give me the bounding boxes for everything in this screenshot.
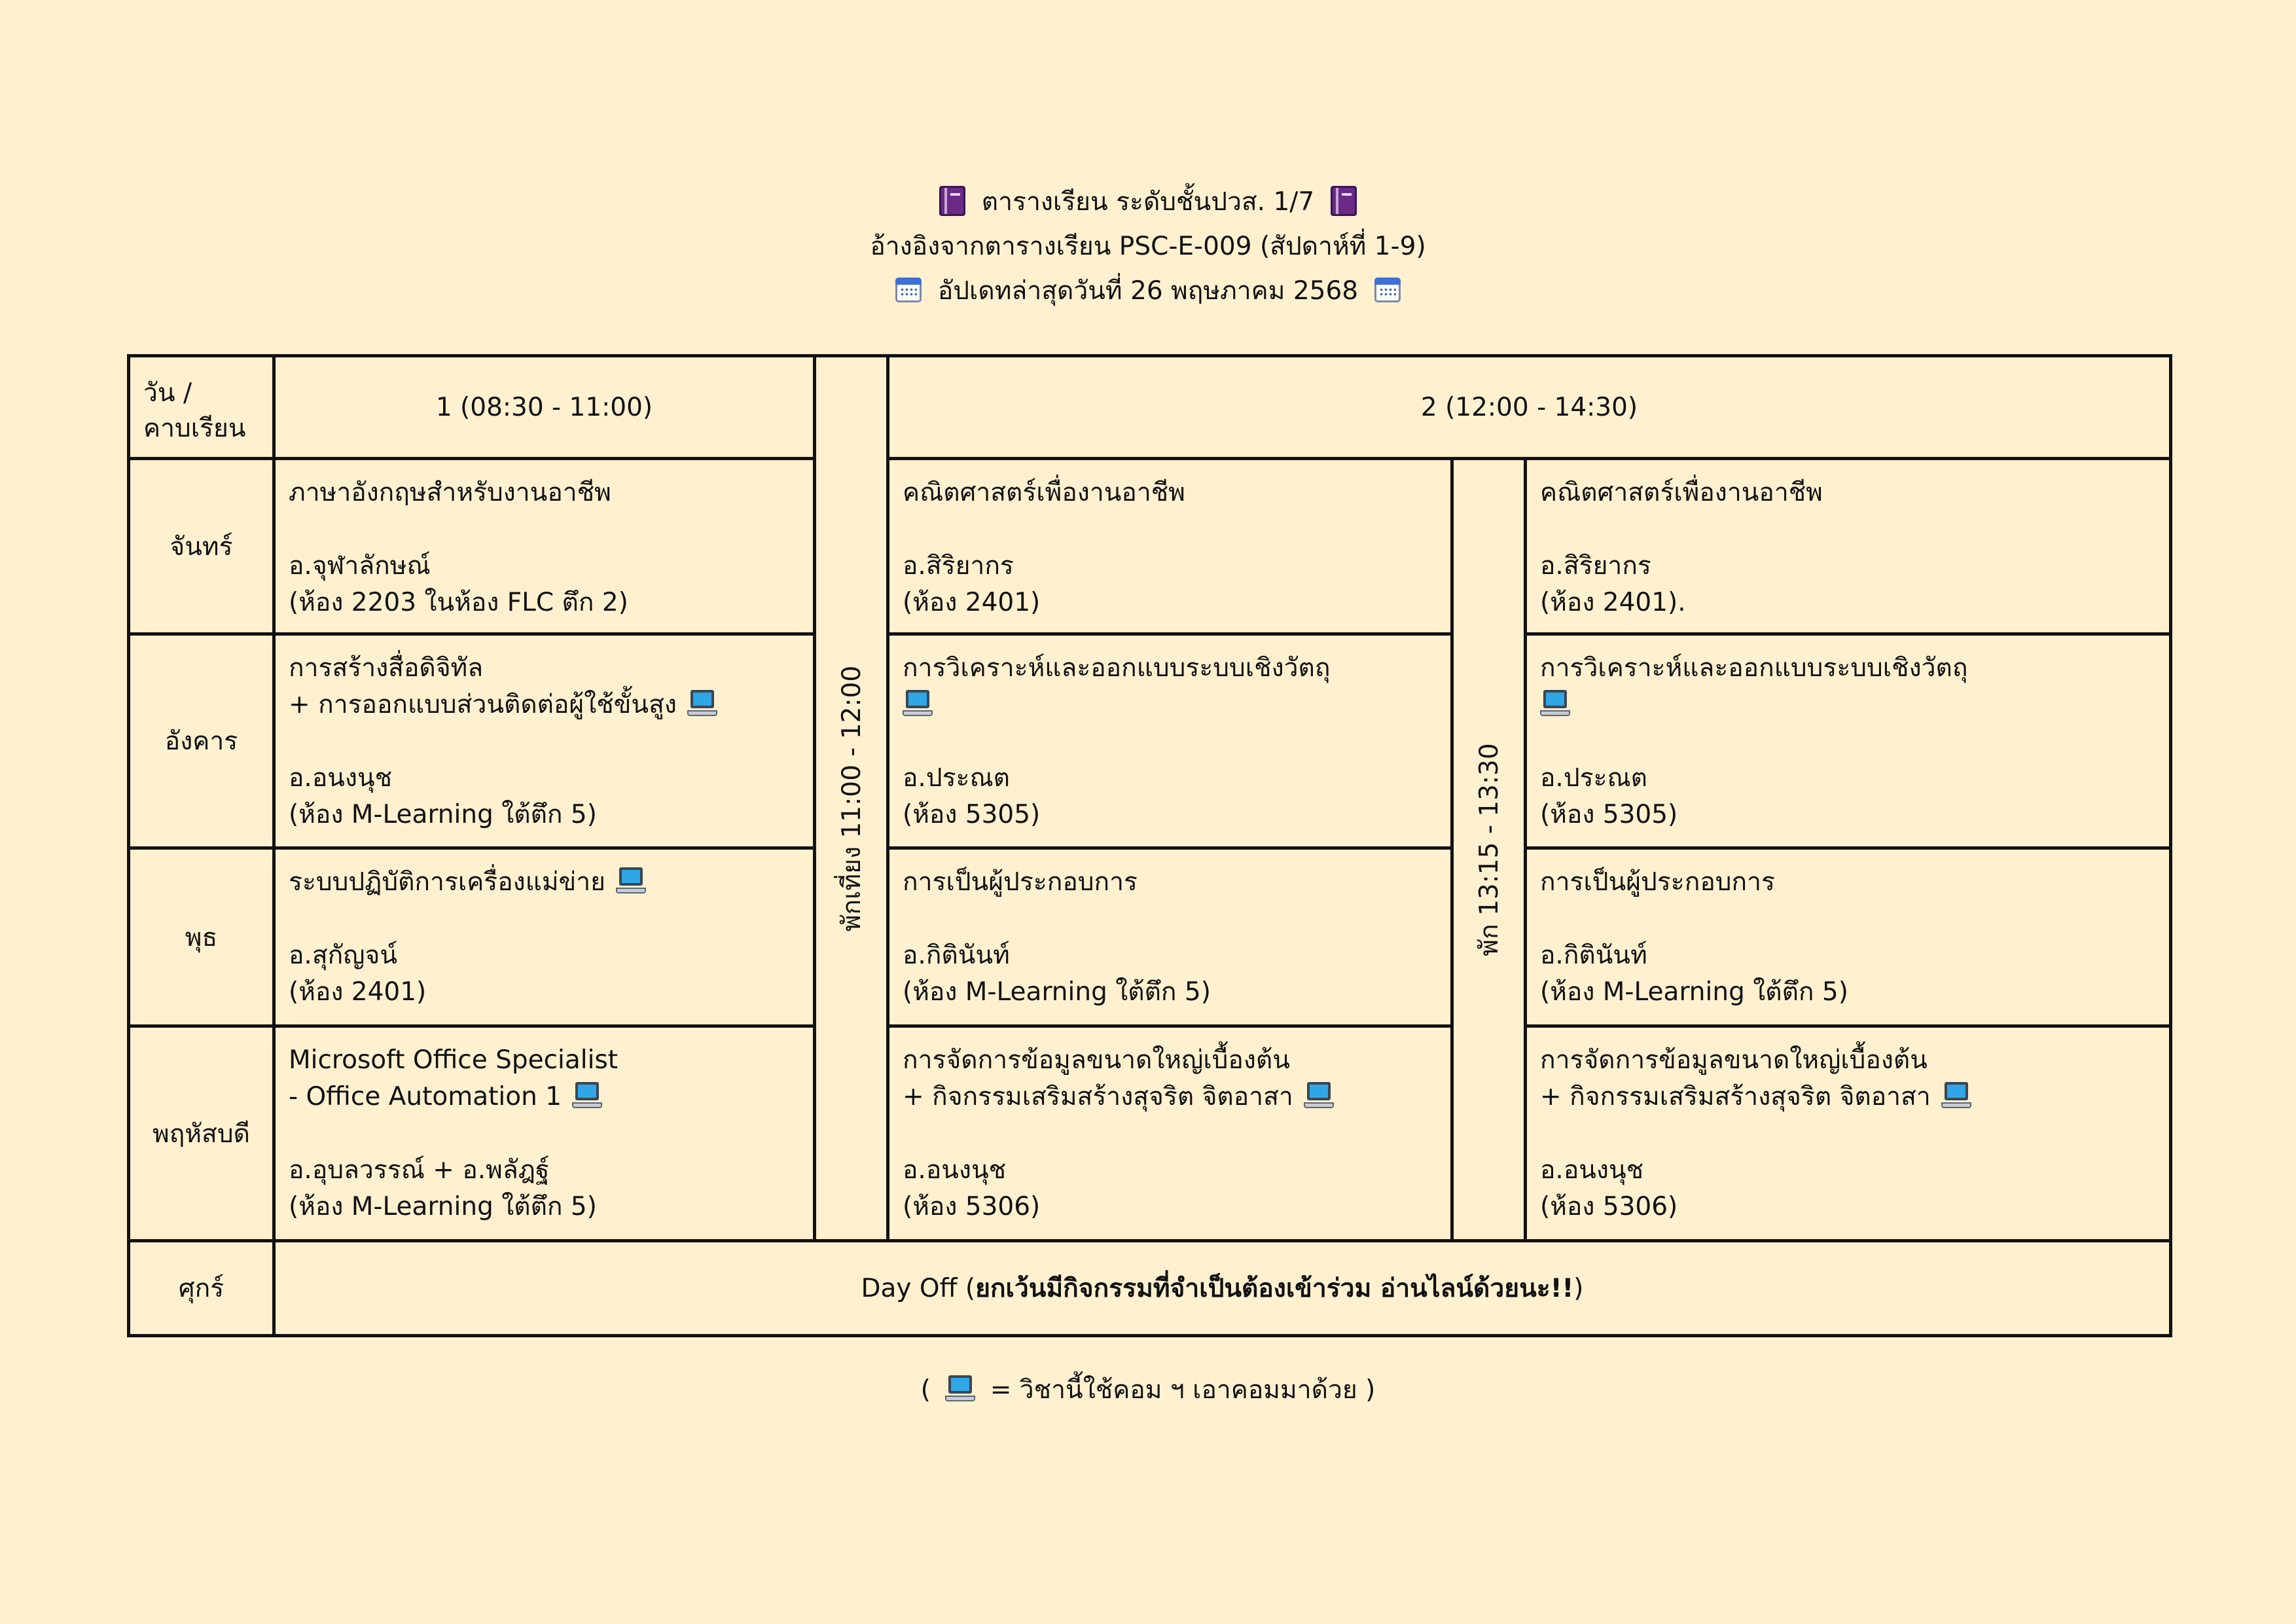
class-cell: การจัดการข้อมูลขนาดใหญ่เบื้องต้น + กิจกรรมเสริมสร้างสุจริต จิตอาสา อ.อนงนุช (ห้อง 5306) (888, 1026, 1452, 1241)
friday-day-off: Day Off (ยกเว้นมีกิจกรรมที่จำเป็นต้องเข้าร่วม อ่านไลน์ด้วยนะ!!) (274, 1241, 2171, 1336)
table-row-friday (129, 1241, 2171, 1336)
book-icon (1331, 186, 1357, 216)
legend-footer: ( = วิชานี้ใช้คอม ฯ เอาคอมมาด้วย ) (920, 1375, 1376, 1405)
afternoon-break-label: พัก 13:15 - 13:30 (1474, 743, 1504, 956)
laptop-icon (903, 690, 933, 717)
table-row-monday (129, 459, 2171, 634)
laptop-icon (1540, 690, 1570, 717)
class-cell: การเป็นผู้ประกอบการ อ.กิตินันท์ (ห้อง M-Learning ใต้ตึก 5) (1526, 848, 2171, 1026)
day-off-note: ยกเว้นมีกิจกรรมที่จำเป็นต้องเข้าร่วม อ่านไลน์ด้วยนะ!! (975, 1274, 1574, 1303)
laptop-icon (687, 690, 717, 717)
table-row-wednesday (129, 848, 2171, 1026)
book-icon (939, 186, 965, 216)
day-label-friday: ศุกร์ (129, 1241, 274, 1336)
class-cell: การวิเคราะห์และออกแบบระบบเชิงวัตถุ อ.ประณต (ห้อง 5305) (888, 634, 1452, 848)
corner-header: วัน / คาบเรียน (129, 356, 274, 459)
class-cell: การวิเคราะห์และออกแบบระบบเชิงวัตถุ อ.ประณต (ห้อง 5305) (1526, 634, 2171, 848)
class-cell: การจัดการข้อมูลขนาดใหญ่เบื้องต้น + กิจกรรมเสริมสร้างสุจริต จิตอาสา อ.อนงนุช (ห้อง 5306) (1526, 1026, 2171, 1241)
class-cell: คณิตศาสตร์เพื่องานอาชีพ อ.สิริยากร (ห้อง 2401). (1526, 459, 2171, 634)
day-label-thursday: พฤหัสบดี (129, 1026, 274, 1241)
laptop-icon (572, 1082, 602, 1110)
updated-date: อัปเดทล่าสุดวันที่ 26 พฤษภาคม 2568 (937, 276, 1359, 306)
laptop-icon (1304, 1082, 1334, 1110)
laptop-icon (945, 1375, 975, 1403)
afternoon-break-column (1452, 459, 1526, 1241)
table-row-thursday (129, 1026, 2171, 1241)
timetable (127, 354, 2172, 1337)
day-label-tuesday: อังคาร (129, 634, 274, 848)
day-label-monday: จันทร์ (129, 459, 274, 634)
legend-text: = วิชานี้ใช้คอม ฯ เอาคอมมาด้วย ) (990, 1375, 1376, 1405)
class-cell: Microsoft Office Specialist - Office Automation 1 อ.อุบลวรรณ์ + อ.พลัฎฐ์ (ห้อง M-Learning ใต้ตึก 5) (274, 1026, 815, 1241)
day-label-wednesday: พุธ (129, 848, 274, 1026)
class-cell: ภาษาอังกฤษสำหรับงานอาชีพ อ.จุฬาลักษณ์ (ห้อง 2203 ในห้อง FLC ตึก 2) (274, 459, 815, 634)
table-header-row (129, 356, 2171, 459)
class-cell: การสร้างสื่อดิจิทัล + การออกแบบส่วนติดต่อผู้ใช้ขั้นสูง อ.อนงนุช (ห้อง M-Learning ใต้ตึก 5) (274, 634, 815, 848)
subtitle: อ้างอิงจากตารางเรียน PSC-E-009 (สัปดาห์ที่ 1-9) (870, 232, 1426, 261)
table-row-tuesday (129, 634, 2171, 848)
period-1-header: 1 (08:30 - 11:00) (274, 356, 815, 459)
class-cell: ระบบปฏิบัติการเครื่องแม่ข่าย อ.สุกัญจน์ (ห้อง 2401) (274, 848, 815, 1026)
title-line (0, 180, 2296, 225)
calendar-icon (1374, 278, 1401, 302)
lunch-break-column (815, 356, 888, 1241)
laptop-icon (616, 867, 646, 895)
class-cell: คณิตศาสตร์เพื่องานอาชีพ อ.สิริยากร (ห้อง 2401) (888, 459, 1452, 634)
period-2-header: 2 (12:00 - 14:30) (888, 356, 2171, 459)
laptop-icon (1941, 1082, 1971, 1110)
schedule-header (0, 180, 2296, 314)
page-title: ตารางเรียน ระดับชั้นปวส. 1/7 (981, 187, 1315, 217)
class-cell: การเป็นผู้ประกอบการ อ.กิตินันท์ (ห้อง M-Learning ใต้ตึก 5) (888, 848, 1452, 1026)
calendar-icon (895, 278, 922, 302)
lunch-break-label: พักเที่ยง 11:00 - 12:00 (836, 665, 867, 931)
updated-line (0, 269, 2296, 314)
